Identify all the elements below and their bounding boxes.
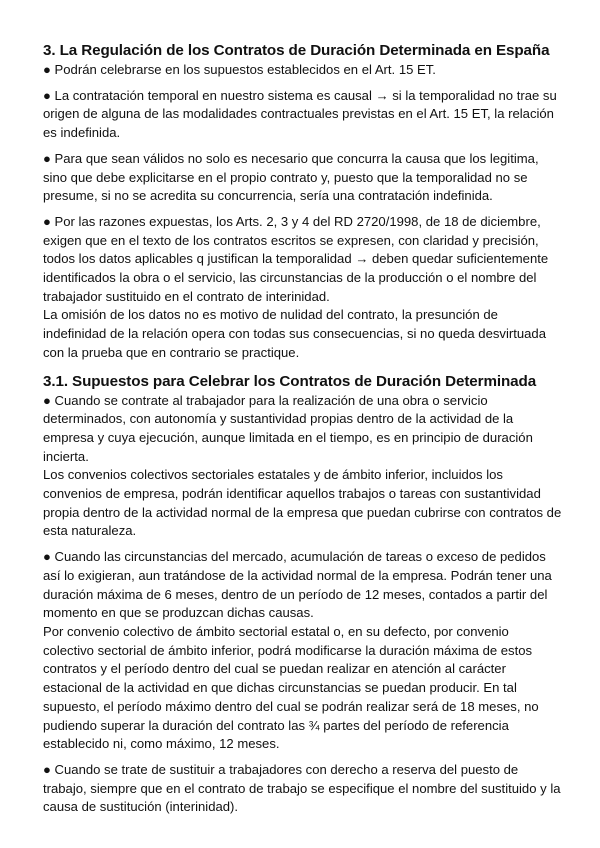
paragraph-interinidad: ● Cuando se trate de sustituir a trabajadores con derecho a reserva del puesto de trabajo, siempre que en el contrato de trabajo se especifique el nombre del sustituido y la causa de sustitución (interinidad).	[43, 761, 561, 815]
paragraph-causal: ● La contratación temporal en nuestro sistema es causal → si la temporalidad no trae su origen de alguna de las modalidades contractuales previstas en el Art. 15 ET, la relación es indefinida.	[43, 87, 557, 141]
paragraph-rd2720: ● Por las razones expuestas, los Arts. 2, 3 y 4 del RD 2720/1998, de 18 de diciembre, exigen que en el texto de los contratos escritos se expresen, con claridad y precisión, todos los datos aplicables q justifican la temporalidad → deben quedar suficientemente identificados la obra o el servicio, las circunstancias de la producción o el nombre del trabajador sustituido en el contrato de interinidad.	[43, 213, 549, 304]
paragraph-convenios: Los convenios colectivos sectoriales estatales y de ámbito inferior, incluidos los convenios de empresa, podrán identificar aquellos trabajos o tareas con sustantividad propia dentro de la actividad normal de la empresa que puedan cubrirse con contratos de esta naturaleza.	[43, 467, 562, 539]
paragraph-validez: ● Para que sean válidos no solo es necesario que concurra la causa que los legitima, sino que debe explicitarse en el propio contrato y, puesto que la temporalidad no se presume, si no se acredita su concurrencia, sería una contratación indefinida.	[43, 150, 539, 204]
paragraph-obra-servicio: ● Cuando se contrate al trabajador para la realización de una obra o servicio determinados, con autonomía y sustantividad propias dentro de la actividad de la empresa y cuya ejecución, aunque limitada en el tiempo, es en principio de duración incierta.	[43, 392, 533, 464]
paragraph-convenio-sectorial: Por convenio colectivo de ámbito sectorial estatal o, en su defecto, por convenio colectivo sectorial de ámbito inferior, podrá modificarse la duración máxima de estos contratos y el período dentro del cual se puedan realizar en atención al carácter estacional de la actividad en que dichas circunstancias se puedan producir. En tal supuesto, el período máximo dentro del cual se podrán realizar será de 18 meses, no pudiendo superar la duración del contrato las ¾ partes del período de referencia establecido ni, como máximo, 12 meses.	[43, 623, 539, 752]
document-page	[43, 40, 563, 817]
subsection-title: 3.1. Supuestos para Celebrar los Contratos de Duración Determinada	[43, 372, 537, 390]
paragraph-circunstancias: ● Cuando las circunstancias del mercado, acumulación de tareas o exceso de pedidos así lo exigieran, aun tratándose de la actividad normal de la empresa. Podrán tener una duración máxima de 6 meses, dentro de un período de 12 meses, contados a partir del momento en que se produzcan dichas causas.	[43, 549, 552, 621]
paragraph-art15: ● Podrán celebrarse en los supuestos establecidos en el Art. 15 ET.	[43, 62, 436, 77]
paragraph-omision: La omisión de los datos no es motivo de nulidad del contrato, la presunción de indefinidad de la relación opera con todas sus consecuencias, si no queda desvirtuada con la prueba que en contrario se practique.	[43, 307, 546, 360]
section-title: 3. La Regulación de los Contratos de Duración Determinada en España	[43, 42, 550, 59]
